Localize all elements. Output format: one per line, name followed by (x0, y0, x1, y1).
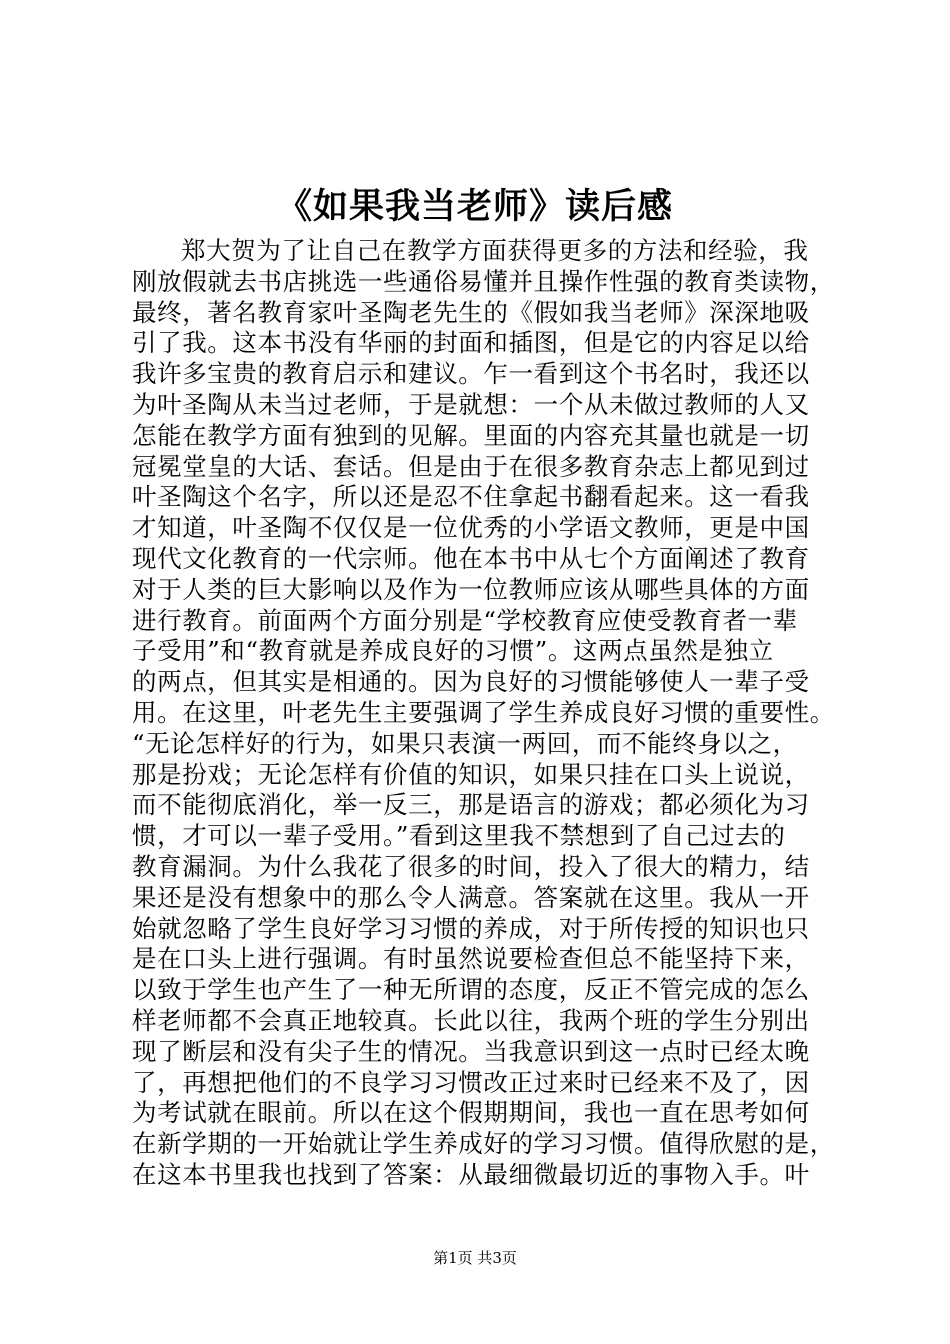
text-line: 刚放假就去书店挑选一些通俗易懂并且操作性强的教育类读物， (132, 266, 835, 296)
text-line: 始就忽略了学生良好学习习惯的养成，对于所传授的知识也只 (132, 913, 810, 943)
text-line: 我许多宝贵的教育启示和建议。乍一看到这个书名时，我还以 (132, 359, 810, 389)
text-line: 才知道，叶圣陶不仅仅是一位优秀的小学语文教师，更是中国 (132, 513, 810, 543)
text-line: 惯，才可以一辈子受用。”看到这里我不禁想到了自己过去的 (132, 821, 786, 851)
text-line: 是在口头上进行强调。有时虽然说要检查但总不能坚持下来， (132, 944, 810, 974)
text-line: 以致于学生也产生了一种无所谓的态度，反正不管完成的怎么 (132, 975, 810, 1005)
text-line: 而不能彻底消化，举一反三，那是语言的游戏；都必须化为习 (132, 790, 810, 820)
text-line: 郑大贺为了让自己在教学方面获得更多的方法和经验，我 (181, 236, 809, 265)
text-line: 叶圣陶这个名字，所以还是忍不住拿起书翻看起来。这一看我 (132, 482, 810, 512)
text-line: 冠冕堂皇的大话、套话。但是由于在很多教育杂志上都见到过 (132, 451, 810, 481)
text-line: 了，再想把他们的不良学习习惯改正过来时已经来不及了，因 (132, 1067, 810, 1097)
text-line: 为叶圣陶从未当过老师，于是就想：一个从未做过教师的人又 (132, 389, 810, 419)
text-line: 引了我。这本书没有华丽的封面和插图，但是它的内容足以给 (132, 328, 810, 358)
text-line: 现代文化教育的一代宗师。他在本书中从七个方面阐述了教育 (132, 543, 810, 573)
text-line: 最终，著名教育家叶圣陶老先生的《假如我当老师》深深地吸 (132, 297, 810, 327)
text-line: “无论怎样好的行为，如果只表演一两回，而不能终身以之， (132, 728, 798, 758)
page-footer: 第1页 共3页 (433, 1249, 517, 1267)
text-line: 那是扮戏；无论怎样有价值的知识，如果只挂在口头上说说， (132, 759, 810, 789)
text-line: 子受用”和“教育就是养成良好的习惯”。这两点虽然是独立 (132, 636, 774, 666)
text-line: 对于人类的巨大影响以及作为一位教师应该从哪些具体的方面 (132, 574, 810, 604)
text-line: 为考试就在眼前。所以在这个假期期间，我也一直在思考如何 (132, 1098, 810, 1128)
text-line: 的两点，但其实是相通的。因为良好的习惯能够使人一辈子受 (132, 667, 810, 697)
text-line: 果还是没有想象中的那么令人满意。答案就在这里。我从一开 (132, 882, 810, 912)
text-line: 进行教育。前面两个方面分别是“学校教育应使受教育者一辈 (132, 605, 798, 635)
text-line: 样老师都不会真正地较真。长此以往，我两个班的学生分别出 (132, 1005, 810, 1035)
text-line: 怎能在教学方面有独到的见解。里面的内容充其量也就是一切 (132, 420, 810, 450)
document-title: 《如果我当老师》读后感 (276, 186, 673, 227)
text-line: 用。在这里，叶老先生主要强调了学生养成良好习惯的重要性。 (132, 697, 835, 727)
text-line: 教育漏洞。为什么我花了很多的时间，投入了很大的精力，结 (132, 851, 810, 881)
text-line: 现了断层和没有尖子生的情况。当我意识到这一点时已经太晚 (132, 1036, 810, 1066)
text-line: 在这本书里我也找到了答案：从最细微最切近的事物入手。叶 (132, 1159, 810, 1189)
text-line: 在新学期的一开始就让学生养成好的学习习惯。值得欣慰的是， (132, 1129, 835, 1159)
body-text (132, 236, 835, 1191)
